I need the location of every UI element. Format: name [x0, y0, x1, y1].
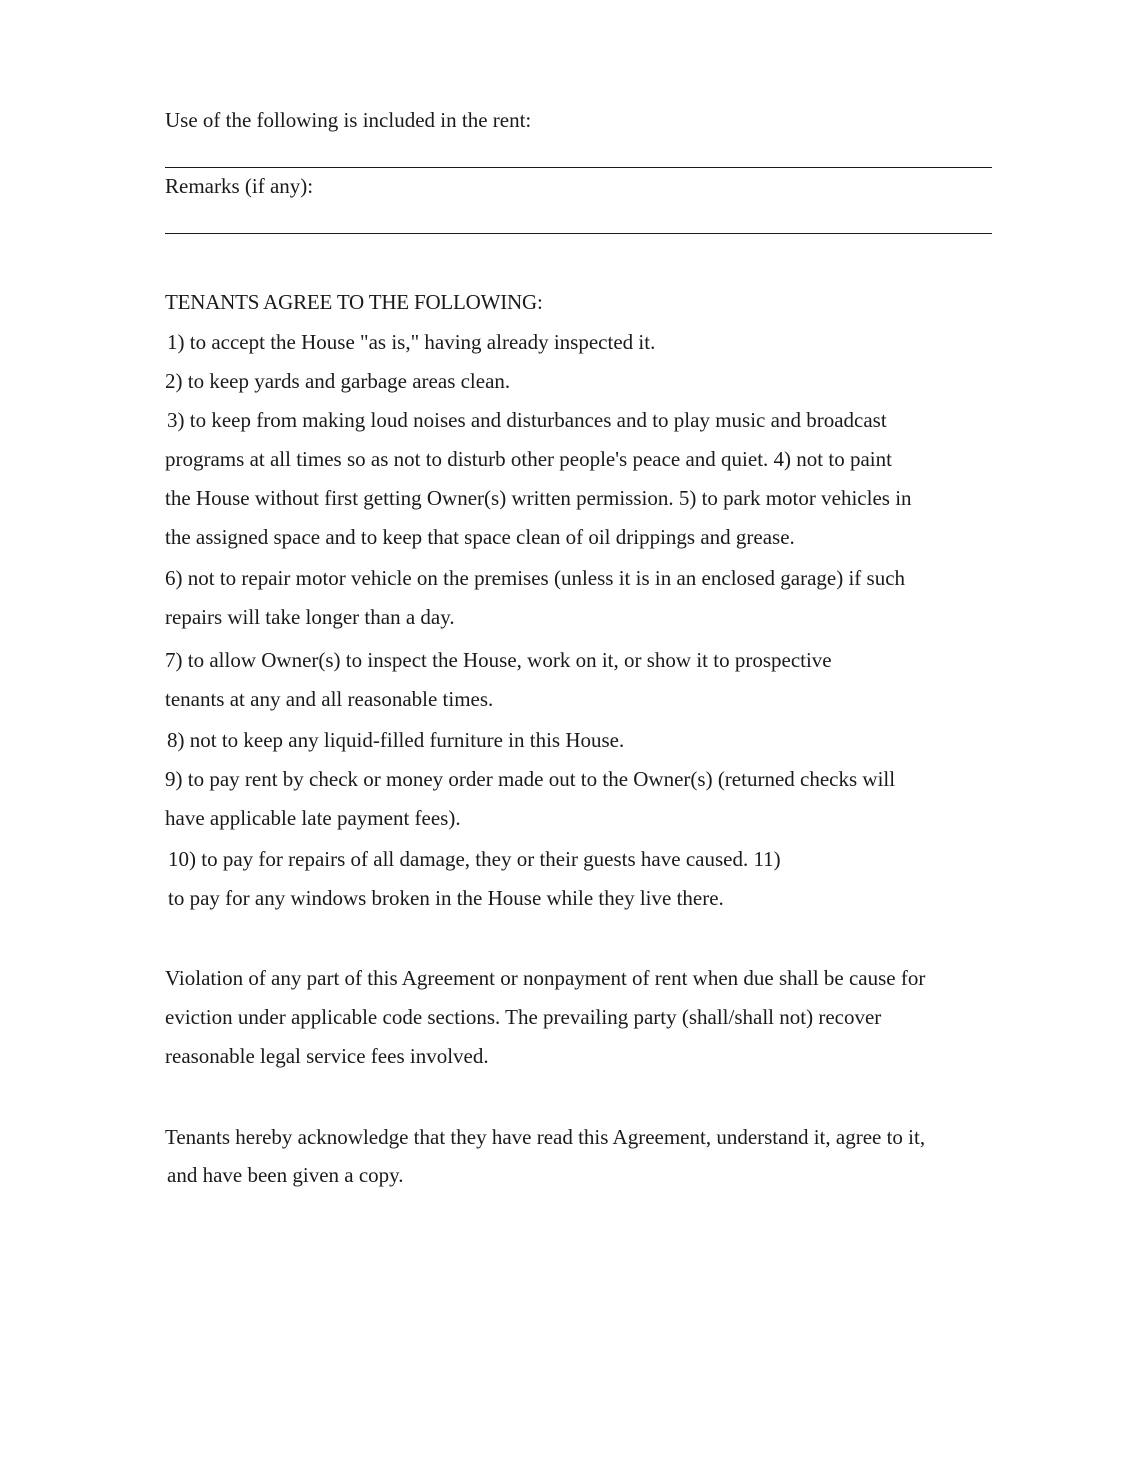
acknowledge-line: and have been given a copy.	[167, 1163, 404, 1187]
term-line: 3) to keep from making loud noises and disturbances and to play music and broadcast	[167, 408, 887, 432]
term-line: the House without first getting Owner(s) written permission. 5) to park motor vehicles in	[165, 486, 912, 510]
violation-line: reasonable legal service fees involved.	[165, 1044, 489, 1068]
tenants-agree-heading: TENANTS AGREE TO THE FOLLOWING:	[165, 290, 543, 314]
term-line: 7) to allow Owner(s) to inspect the House, work on it, or show it to prospective	[165, 648, 832, 672]
term-line: 2) to keep yards and garbage areas clean.	[165, 369, 511, 393]
term-line: 8) not to keep any liquid-filled furniture in this House.	[167, 728, 625, 752]
term-line: 9) to pay rent by check or money order made out to the Owner(s) (returned checks will	[165, 767, 896, 791]
term-line: the assigned space and to keep that space clean of oil drippings and grease.	[165, 525, 795, 549]
acknowledge-line: Tenants hereby acknowledge that they have read this Agreement, understand it, agree to it,	[165, 1125, 926, 1149]
term-line: 6) not to repair motor vehicle on the premises (unless it is in an enclosed garage) if such	[165, 566, 906, 590]
term-line: 1) to accept the House "as is," having already inspected it.	[167, 330, 656, 354]
remarks-label: Remarks (if any):	[165, 174, 314, 198]
term-line: repairs will take longer than a day.	[165, 605, 455, 629]
term-line: to pay for any windows broken in the House while they live there.	[168, 886, 724, 910]
remarks-blank-line	[165, 233, 992, 234]
term-line: tenants at any and all reasonable times.	[165, 687, 494, 711]
term-line: programs at all times so as not to disturb other people's peace and quiet. 4) not to paint	[165, 447, 892, 471]
violation-line: Violation of any part of this Agreement or nonpayment of rent when due shall be cause for	[165, 966, 926, 990]
term-line: 10) to pay for repairs of all damage, they or their guests have caused. 11)	[168, 847, 781, 871]
included-in-rent-blank-line	[165, 167, 992, 168]
term-line: have applicable late payment fees).	[165, 806, 461, 830]
included-in-rent-label: Use of the following is included in the rent:	[165, 108, 532, 132]
violation-line: eviction under applicable code sections. The prevailing party (shall/shall not) recover	[165, 1005, 882, 1029]
